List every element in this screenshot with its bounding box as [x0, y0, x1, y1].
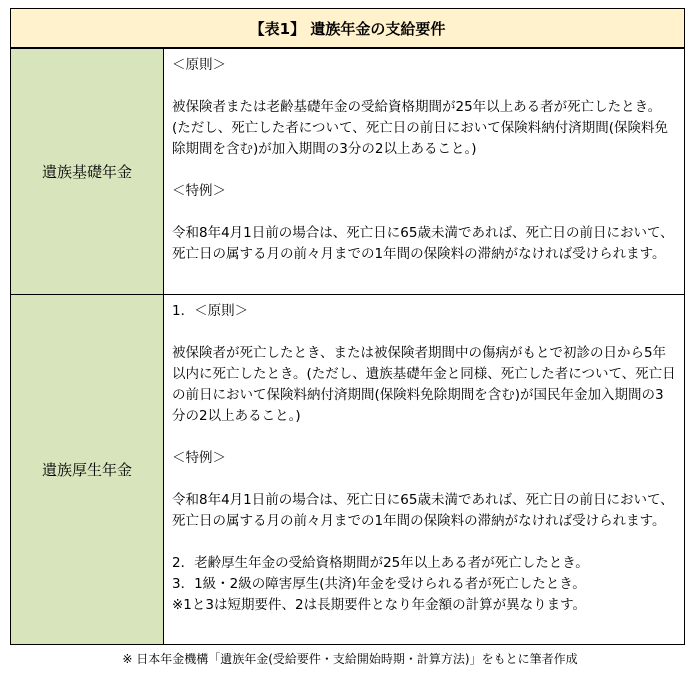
requirements-table-container [10, 8, 685, 645]
exception-heading: ＜特例＞ [172, 450, 226, 466]
row-label-kosei: 遺族厚生年金 [11, 295, 164, 645]
requirement-3: 3．1級・2級の障害厚生(共済)年金を受けられる者が死亡したとき。 [172, 576, 586, 592]
requirement-note: ※1と3は短期要件、2は長期要件となり年金額の計算が異なります。 [172, 597, 586, 613]
exception-text: 令和8年4月1日前の場合は、死亡日に65歳未満であれば、死亡日の前日において、死亡日の属する月の前々月までの1年間の保険料の滞納がなければ受けられます。 [172, 492, 674, 529]
principle-heading: ＜原則＞ [172, 57, 226, 73]
row-content-kiso [164, 49, 685, 295]
principle-text: 被保険者または老齢基礎年金の受給資格期間が25年以上ある者が死亡したとき。(ただし、死亡した者について、死亡日の前日において保険料納付済期間(保険料免除期間を含む)が加入期間の3分の2以上あること。) [172, 99, 668, 157]
requirements-table [10, 48, 685, 645]
exception-text: 令和8年4月1日前の場合は、死亡日に65歳未満であれば、死亡日の前日において、死亡日の属する月の前々月までの1年間の保険料の滞納がなければ受けられます。 [172, 225, 674, 262]
requirement-2: 2．老齢厚生年金の受給資格期間が25年以上ある者が死亡したとき。 [172, 555, 589, 571]
table-row [11, 49, 685, 295]
table-title: 【表1】 遺族年金の支給要件 [10, 8, 685, 48]
table-row [11, 295, 685, 645]
row-label-kiso: 遺族基礎年金 [11, 49, 164, 295]
exception-heading: ＜特例＞ [172, 183, 226, 199]
principle-text: 被保険者が死亡したとき、または被保険者期間中の傷病がもとで初診の日から5年以内に死亡したとき。(ただし、遺族基礎年金と同様、死亡した者について、死亡日の前日において保険料納付済期間(保険料免除期間を含む)が国民年金加入期間の3分の2以上あること。) [172, 345, 676, 424]
source-footnote: ※ 日本年金機構「遺族年金(受給要件・支給開始時期・計算方法)」をもとに筆者作成 [122, 652, 578, 666]
principle-heading: 1．＜原則＞ [172, 303, 249, 319]
row-content-kosei [164, 295, 685, 645]
